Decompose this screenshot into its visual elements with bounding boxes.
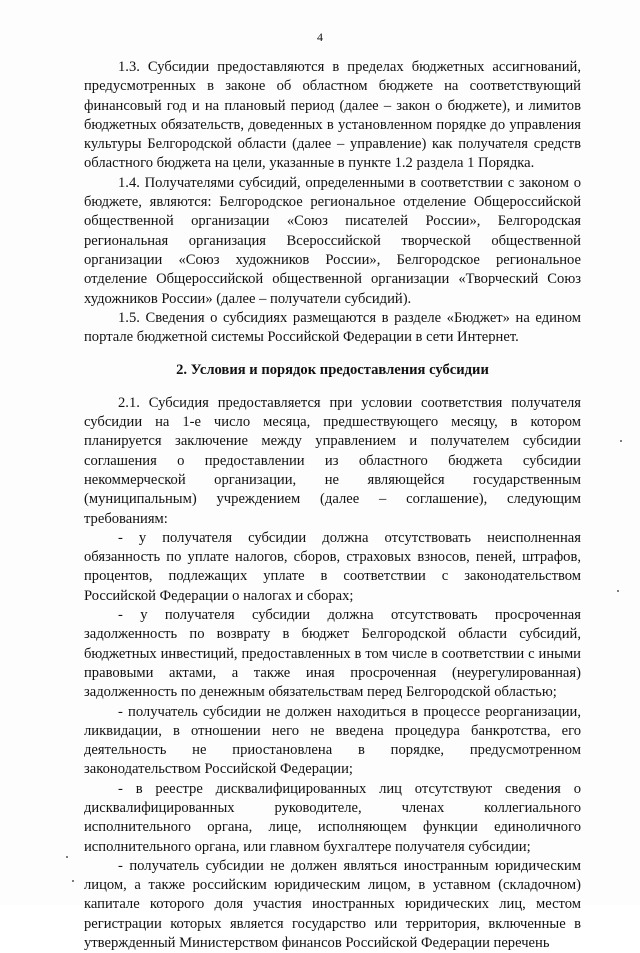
requirement-item-disqualified: - в реестре дисквалифицированных лиц отсутствуют сведения о дисквалифицированных руководителе, членах коллегиального исполнительного органа, лице, исполняющем функции единоличного исполнительного органа, или главном бухгалтере получателя субсидии; [84, 780, 581, 855]
scan-speck [617, 590, 619, 592]
scan-speck [66, 856, 68, 858]
scan-speck [620, 440, 622, 442]
paragraph-2-1: 2.1. Субсидия предоставляется при условии соответствия получателя субсидии на 1-е число месяца, предшествующего месяцу, в котором планируется заключение между управлением и получателем субсидии соглашения о предоставлении из областного бюджета субсидии некоммерческой организации, не являющейся государственным (муниципальным) учреждением (далее – соглашение), следующим требованиям: [84, 394, 581, 527]
document-body [84, 58, 581, 953]
page-number: 4 [317, 30, 323, 44]
requirement-item-taxes: - у получателя субсидии должна отсутствовать неисполненная обязанность по уплате налогов, сборов, страховых взносов, пеней, штрафов, процентов, подлежащих уплате в соответствии с законодательством Российской Федерации о налогах и сборах; [84, 529, 581, 604]
requirement-item-reorganization: - получатель субсидии не должен находиться в процессе реорганизации, ликвидации, в отношении него не введена процедура банкротства, его деятельность не приостановлена в порядке, предусмотренном законодательством Российской Федерации; [84, 703, 581, 778]
paragraph-1-4: 1.4. Получателями субсидий, определенными в соответствии с законом о бюджете, являются: Белгородское региональное отделение Общероссийской общественной организации «Союз писателей России», Белгородская региональная организация Всероссийской творческой общественной организации «Союз художников России», Белгородское региональное отделение Общероссийской общественной организации «Творческий Союз художников России» (далее – получатели субсидий). [84, 174, 581, 307]
requirement-item-debt: - у получателя субсидии должна отсутствовать просроченная задолженность по возврату в бюджет Белгородской области субсидий, бюджетных инвестиций, предоставленных в том числе в соответствии с иными правовыми актами, а также иная просроченная (неурегулированная) задолженность по денежным обязательствам перед Белгородской областью; [84, 607, 581, 701]
requirement-item-foreign: - получатель субсидии не должен являться иностранным юридическим лицом, а также российским юридическим лицом, в уставном (складочном) капитале которого доля участия иностранных юридических лиц, местом регистрации которых является государство или территория, включенные в утвержденный Министерством финансов Российской Федерации перечень [84, 857, 581, 952]
scan-speck [72, 880, 74, 882]
paragraph-1-3: 1.3. Субсидии предоставляются в пределах бюджетных ассигнований, предусмотренных в законе об областном бюджете на соответствующий финансовый год и на плановый период (далее – закон о бюджете), и лимитов бюджетных обязательств, доведенных в установленном порядке до управления культуры Белгородской области (далее – управление) как получателя средств областного бюджета на цели, указанные в пункте 1.2 раздела 1 Порядка. [84, 59, 581, 172]
section-heading: 2. Условия и порядок предоставления субсидии [176, 362, 489, 379]
paragraph-1-5: 1.5. Сведения о субсидиях размещаются в разделе «Бюджет» на едином портале бюджетной системы Российской Федерации в сети Интернет. [84, 309, 581, 346]
